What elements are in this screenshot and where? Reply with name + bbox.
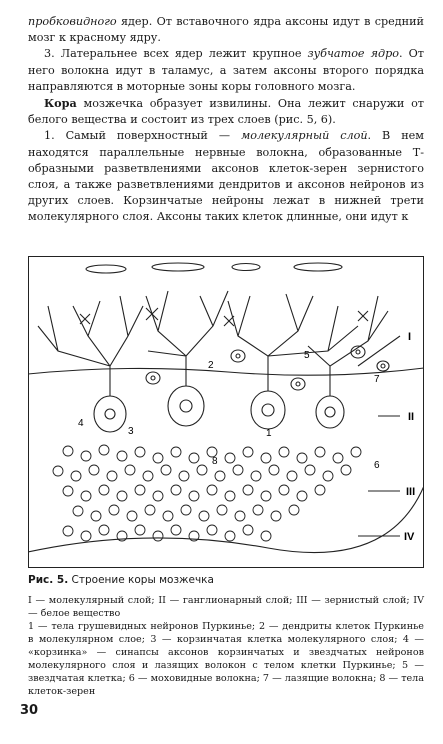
caption-label: Рис. 5. (28, 574, 69, 586)
callout-5: 5 (304, 350, 310, 361)
layer-label-1: I (408, 331, 412, 343)
paragraph-2 (28, 46, 424, 95)
callout-2: 2 (208, 360, 214, 371)
layer-label-4: IV (404, 531, 415, 543)
legend-items: 1 — тела грушевидных нейронов Пуркинье; 2 — дендриты клеток Пуркинье в молекулярном слое; 3 — корзинчатая клетка молекулярного слоя; 4 — «корзинка» — синапсы аксонов корзинчатых и звездчатых нейронов молекулярного слоя и лазящих волокон с телом клетки Пуркинье; 5 — звездчатая клетка; 6 — моховидные волокна; 7 — лазящие волокна; 8 — тела клеток-зерен (28, 621, 424, 697)
body-text (28, 14, 424, 226)
figure-legend (28, 594, 424, 698)
cerebellar-cortex-drawing (28, 256, 424, 568)
paragraph-text: 1. Самый поверхностный — (44, 129, 241, 143)
callout-4: 4 (78, 418, 84, 429)
bold-term: Кора (44, 96, 77, 111)
italic-term: пробковидного (28, 15, 117, 28)
page-number: 30 (20, 703, 39, 718)
callout-6: 6 (374, 460, 380, 471)
paragraph-text: . От него волокна идут в таламус, а затем аксоны второго порядка направляются в моторные зоны коры головного мозга. (28, 47, 425, 93)
italic-term: зубчатое ядро (307, 47, 400, 61)
callout-1: 1 (266, 428, 272, 439)
paragraph-text: ядер. От вставочного ядра аксоны идут в средний мозг к красному ядру. (28, 15, 424, 45)
paragraph-text: 3. Латеральнее всех ядер лежит крупное (44, 47, 308, 61)
caption-title: Строение коры мозжечка (68, 574, 214, 586)
callout-7: 7 (374, 374, 380, 385)
paragraph-text: мозжечка образует извилины. Она лежит снаружи от белого вещества и состоит из трех слоев (рис. 5, 6). (28, 97, 424, 127)
callout-8: 8 (212, 456, 218, 467)
legend-layers: I — молекулярный слой; II — ганглионарный слой; III — зернистый слой; IV — белое вещество (28, 595, 424, 619)
figure-caption (28, 574, 424, 586)
callout-3: 3 (128, 426, 134, 437)
paragraph-1 (28, 14, 424, 46)
layer-label-2: II (408, 411, 415, 423)
paragraph-3 (28, 95, 424, 128)
paragraph-4 (28, 128, 424, 225)
paragraph-text: . В нем находятся параллельные нервные волокна, образованные Т-образными разветвлениями аксонов клеток-зерен зернистого слоя, а также разветвлениями дендритов и аксонов нейронов из других слоев. Корзинчатые нейроны лежат в нижней трети молекулярного слоя. Аксоны таких клеток длинные, они идут к (28, 129, 424, 224)
italic-term: молекулярный слой (240, 129, 368, 143)
layer-label-3: III (406, 486, 416, 498)
